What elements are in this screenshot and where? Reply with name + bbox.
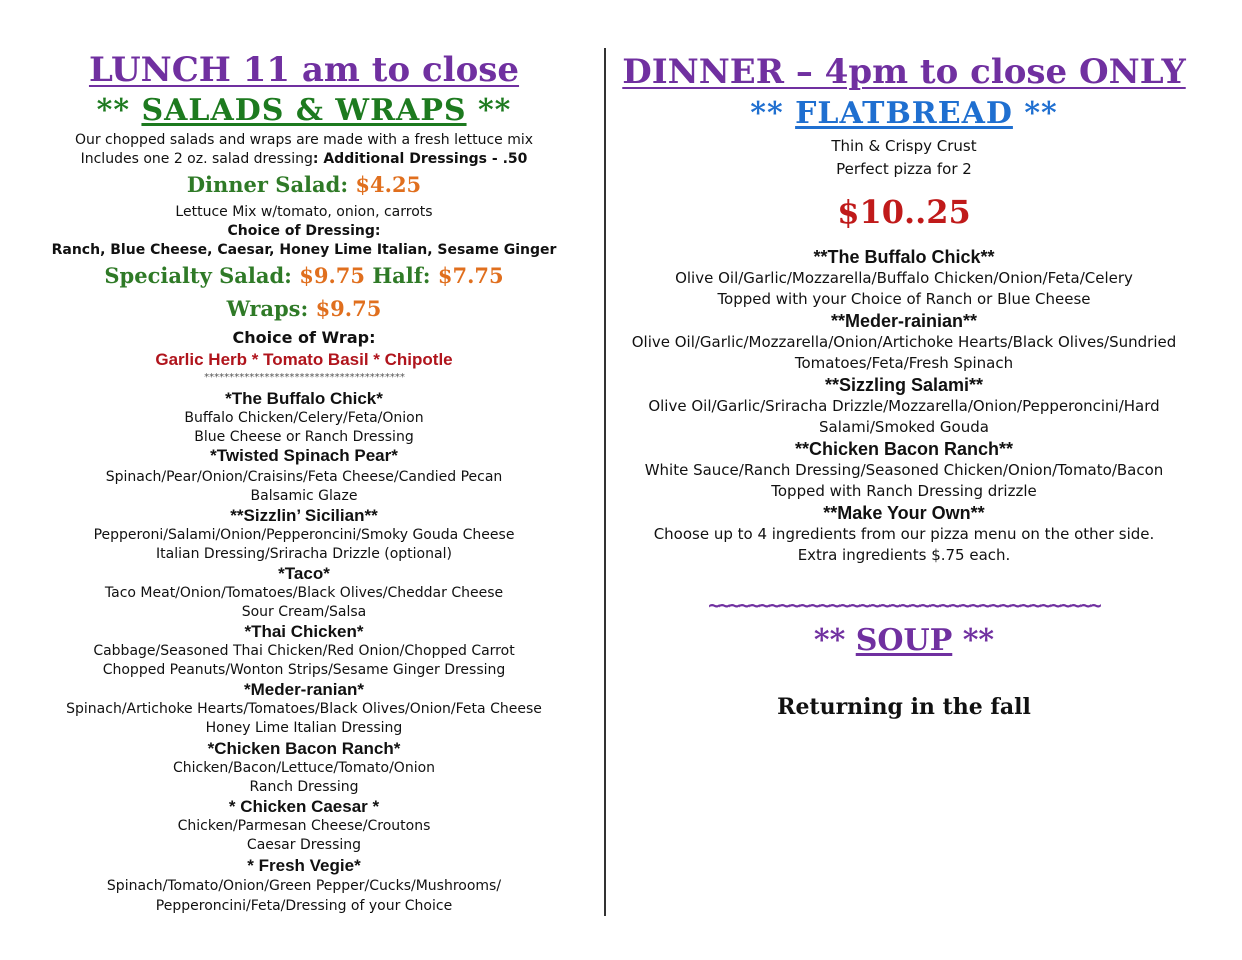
item-desc: Sour Cream/Salsa bbox=[241, 604, 367, 620]
stars-left: ** bbox=[813, 623, 856, 658]
flat-item-desc: Salami/Smoked Gouda bbox=[819, 418, 989, 436]
item-thai-chicken: *Thai Chicken* bbox=[244, 622, 364, 641]
dinner-salad-desc: Lettuce Mix w/tomato, onion, carrots bbox=[175, 204, 433, 220]
item-twisted-spinach-pear: *Twisted Spinach Pear* bbox=[210, 446, 398, 465]
soup-note: Returning in the fall bbox=[777, 694, 1031, 720]
flat-item-buffalo-chick: **The Buffalo Chick** bbox=[813, 247, 995, 267]
wavy-divider: ~~~~~~~~~~~~~~~~~~~~~~~~~~~~~~~~~~~~~~~ bbox=[708, 593, 1100, 617]
dressing-list: Ranch, Blue Cheese, Caesar, Honey Lime Italian, Sesame Ginger bbox=[51, 242, 557, 258]
flat-item-make-your-own: **Make Your Own** bbox=[823, 503, 985, 523]
stars-left: ** bbox=[750, 96, 796, 131]
item-desc: Spinach/Pear/Onion/Craisins/Feta Cheese/Candied Pecan bbox=[105, 469, 503, 485]
item-desc: Chicken/Parmesan Cheese/Croutons bbox=[177, 818, 431, 834]
item-desc: Italian Dressing/Sriracha Drizzle (optional) bbox=[156, 546, 452, 562]
flat-item-chicken-bacon-ranch: **Chicken Bacon Ranch** bbox=[794, 439, 1014, 459]
intro-line-2: Includes one 2 oz. salad dressing: Additional Dressings - .50 bbox=[80, 151, 528, 167]
specialty-salad-price: Specialty Salad: $9.75 Half: $7.75 bbox=[104, 263, 504, 288]
separator-stars: **************************************** bbox=[203, 372, 405, 383]
flatbread-heading bbox=[608, 97, 1200, 131]
item-desc: Spinach/Tomato/Onion/Green Pepper/Cucks/Mushrooms/ bbox=[106, 878, 502, 894]
stars-right: ** bbox=[1012, 96, 1058, 131]
flat-item-desc: Topped with Ranch Dressing drizzle bbox=[771, 482, 1037, 500]
lunch-heading: LUNCH 11 am to close bbox=[88, 50, 520, 90]
flat-item-desc: Topped with your Choice of Ranch or Blue Cheese bbox=[717, 290, 1091, 308]
item-sizzlin-sicilian: **Sizzlin’ Sicilian** bbox=[230, 506, 378, 525]
wrap-types: Garlic Herb * Tomato Basil * Chipotle bbox=[155, 350, 453, 369]
flat-item-meder-rainian: **Meder-rainian** bbox=[830, 311, 978, 331]
flat-item-desc: Choose up to 4 ingredients from our pizza menu on the other side. bbox=[653, 525, 1155, 543]
item-desc: Pepperoni/Salami/Onion/Pepperoncini/Smoky Gouda Cheese bbox=[93, 527, 515, 543]
item-desc: Cabbage/Seasoned Thai Chicken/Red Onion/Chopped Carrot bbox=[93, 643, 515, 659]
item-desc: Honey Lime Italian Dressing bbox=[205, 720, 403, 736]
item-fresh-vegie: * Fresh Vegie* bbox=[247, 856, 361, 875]
item-desc: Balsamic Glaze bbox=[250, 488, 358, 504]
flat-item-desc: Tomatoes/Feta/Fresh Spinach bbox=[794, 354, 1014, 372]
dinner-heading: DINNER – 4pm to close ONLY bbox=[622, 52, 1186, 92]
flat-item-desc: White Sauce/Ranch Dressing/Seasoned Chicken/Onion/Tomato/Bacon bbox=[644, 461, 1164, 479]
item-chicken-bacon-ranch: *Chicken Bacon Ranch* bbox=[207, 739, 401, 758]
item-desc: Caesar Dressing bbox=[246, 837, 362, 853]
item-meder-ranian: *Meder-ranian* bbox=[244, 680, 364, 699]
flatbread-title: FLATBREAD bbox=[795, 96, 1013, 131]
flatbread-price: $10..25 bbox=[837, 193, 971, 231]
crust-note: Thin & Crispy Crust bbox=[831, 137, 977, 155]
item-desc: Ranch Dressing bbox=[249, 779, 359, 795]
item-desc: Pepperoncini/Feta/Dressing of your Choice bbox=[155, 898, 453, 914]
item-taco: *Taco* bbox=[278, 564, 330, 583]
salads-wraps-title: SALADS & WRAPS bbox=[141, 93, 467, 128]
flat-item-sizzling-salami: **Sizzling Salami** bbox=[824, 375, 984, 395]
item-desc: Chicken/Bacon/Lettuce/Tomato/Onion bbox=[172, 760, 436, 776]
serves-note: Perfect pizza for 2 bbox=[836, 160, 972, 178]
wrap-choice-label: Choice of Wrap: bbox=[232, 328, 376, 347]
item-desc: Taco Meat/Onion/Tomatoes/Black Olives/Cheddar Cheese bbox=[104, 585, 504, 601]
salads-wraps-heading bbox=[0, 94, 608, 128]
flat-item-desc: Olive Oil/Garlic/Sriracha Drizzle/Mozzarella/Onion/Pepperoncini/Hard bbox=[648, 397, 1160, 415]
dinner-salad-price: Dinner Salad: $4.25 bbox=[186, 172, 422, 197]
stars-right: ** bbox=[466, 93, 512, 128]
item-desc: Chopped Peanuts/Wonton Strips/Sesame Ginger Dressing bbox=[102, 662, 506, 678]
wraps-price: Wraps: $9.75 bbox=[226, 296, 382, 321]
flat-item-desc: Olive Oil/Garlic/Mozzarella/Buffalo Chicken/Onion/Feta/Celery bbox=[675, 269, 1133, 287]
item-chicken-caesar: * Chicken Caesar * bbox=[228, 797, 380, 816]
stars-right: ** bbox=[952, 623, 995, 658]
flat-item-desc: Olive Oil/Garlic/Mozzarella/Onion/Artichoke Hearts/Black Olives/Sundried bbox=[631, 333, 1177, 351]
item-buffalo-chick: *The Buffalo Chick* bbox=[225, 389, 383, 408]
soup-heading bbox=[608, 624, 1200, 658]
item-desc: Buffalo Chicken/Celery/Feta/Onion bbox=[184, 410, 424, 426]
stars-left: ** bbox=[96, 93, 142, 128]
flat-item-desc: Extra ingredients $.75 each. bbox=[797, 546, 1011, 564]
soup-title: SOUP bbox=[855, 623, 953, 658]
item-desc: Spinach/Artichoke Hearts/Tomatoes/Black Olives/Onion/Feta Cheese bbox=[66, 701, 542, 717]
intro-line-1: Our chopped salads and wraps are made with a fresh lettuce mix bbox=[74, 132, 534, 148]
item-desc: Blue Cheese or Ranch Dressing bbox=[194, 429, 414, 445]
dressing-label: Choice of Dressing: bbox=[227, 223, 381, 239]
